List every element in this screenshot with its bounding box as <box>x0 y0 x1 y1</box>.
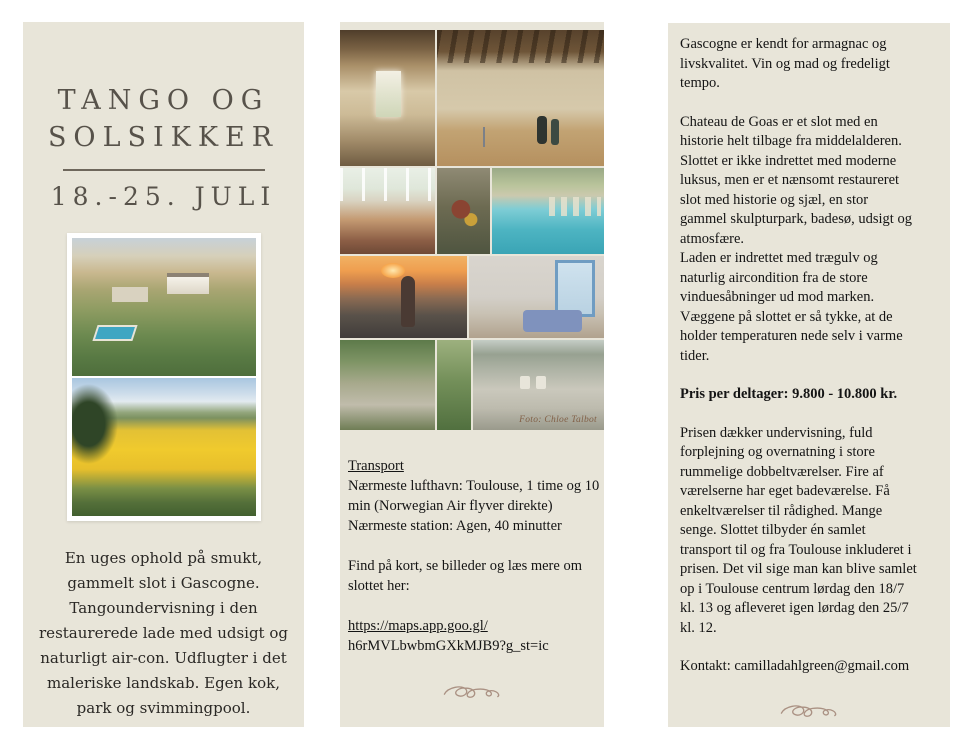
sunset-view-photo <box>340 256 467 338</box>
hallway-interior-photo <box>340 30 435 166</box>
info-text <box>668 23 950 677</box>
transport-details: Nærmeste lufthavn: Toulouse, 1 time og 10 min (Norwegian Air flyver direkte) Nærmeste station: Agen, 40 minutter <box>348 478 600 534</box>
price-details: Prisen dækker undervisning, fuld forplejning og overnatning i store rummelige dobbeltværelser. Fire af værelserne har eget badeværelse. Få enkeltværelser til rådighed. Mange senge. Slottet tilbyder én samlet transport til og fra Toulouse inkluderet i prisen. Det vil sige man kan blive samlet op i Toulouse centrum lørdag den 18/7 kl. 13 og afleveret igen lørdag den 25/7 kl. 12. <box>680 424 917 636</box>
panel-middle <box>340 22 604 727</box>
photo-collage <box>340 30 604 430</box>
group-outdoors-photo <box>340 340 435 430</box>
date-line: 18.-25. JULI <box>50 182 277 211</box>
title-line-1: TANGO OG <box>57 85 270 116</box>
map-intro: Find på kort, se billeder og læs mere om slottet her: <box>348 558 582 594</box>
spacer <box>348 596 600 616</box>
swimming-pool-photo <box>492 168 604 254</box>
spacer <box>348 536 600 556</box>
dinner-table-photo <box>340 168 435 254</box>
photo-credit: Foto: Chloe Talbot <box>519 415 597 425</box>
chateau-description: Chateau de Goas er et slot med en historie helt tilbage fra middelalderen. Slottet er ikke indrettet med moderne luksus, men er et nænsomt restaureret slot med historie og sjæl, en stor gammel skulpturpark, badesø, udsigt og atmosfære. Laden er indrettet med trægulv og naturlig aircondition fra de store vinduesåbninger ud mod marken. Væggene på slottet er så tykke, at de holder temperaturen nede selv i varme tider. <box>680 113 912 364</box>
flourish-ornament <box>773 699 845 725</box>
flourish-ornament <box>436 680 508 706</box>
map-link[interactable]: https://maps.app.goo.gl/ <box>348 618 488 634</box>
panel-left <box>23 22 304 727</box>
left-description: En uges ophold på smukt, gammelt slot i Gascogne. Tangoundervisning i den restaurerede lade med udsigt og naturligt air-con. Udflugter i det maleriske landskab. Egen kok, park og svimmingpool. <box>39 549 288 717</box>
contact-line: Kontakt: camilladahlgreen@gmail.com <box>680 658 910 674</box>
bedroom-photo <box>469 256 604 338</box>
map-link-continuation: h6rMVLbwbmGXkMJB9?g_st=ic <box>348 638 549 654</box>
title-divider <box>63 169 265 171</box>
garden-greenery-photo <box>437 340 471 430</box>
title-block <box>23 82 304 214</box>
intro-paragraph: Gascogne er kendt for armagnac og livskvalitet. Vin og mad og fredeligt tempo. <box>680 36 890 91</box>
panel-right <box>668 23 950 727</box>
flower-still-life-photo <box>437 168 490 254</box>
title-line-2: SOLSIKKER <box>47 122 280 153</box>
photo-frame <box>67 233 261 521</box>
flourish-ornament <box>128 737 200 742</box>
tango-dancing-barn-photo <box>437 30 604 166</box>
price-line: Pris per deltager: 9.800 - 10.800 kr. <box>680 386 898 402</box>
transport-heading: Transport <box>348 458 404 474</box>
aerial-estate-photo <box>72 238 256 376</box>
sunflower-field-photo <box>72 378 256 516</box>
transport-section <box>348 456 600 656</box>
